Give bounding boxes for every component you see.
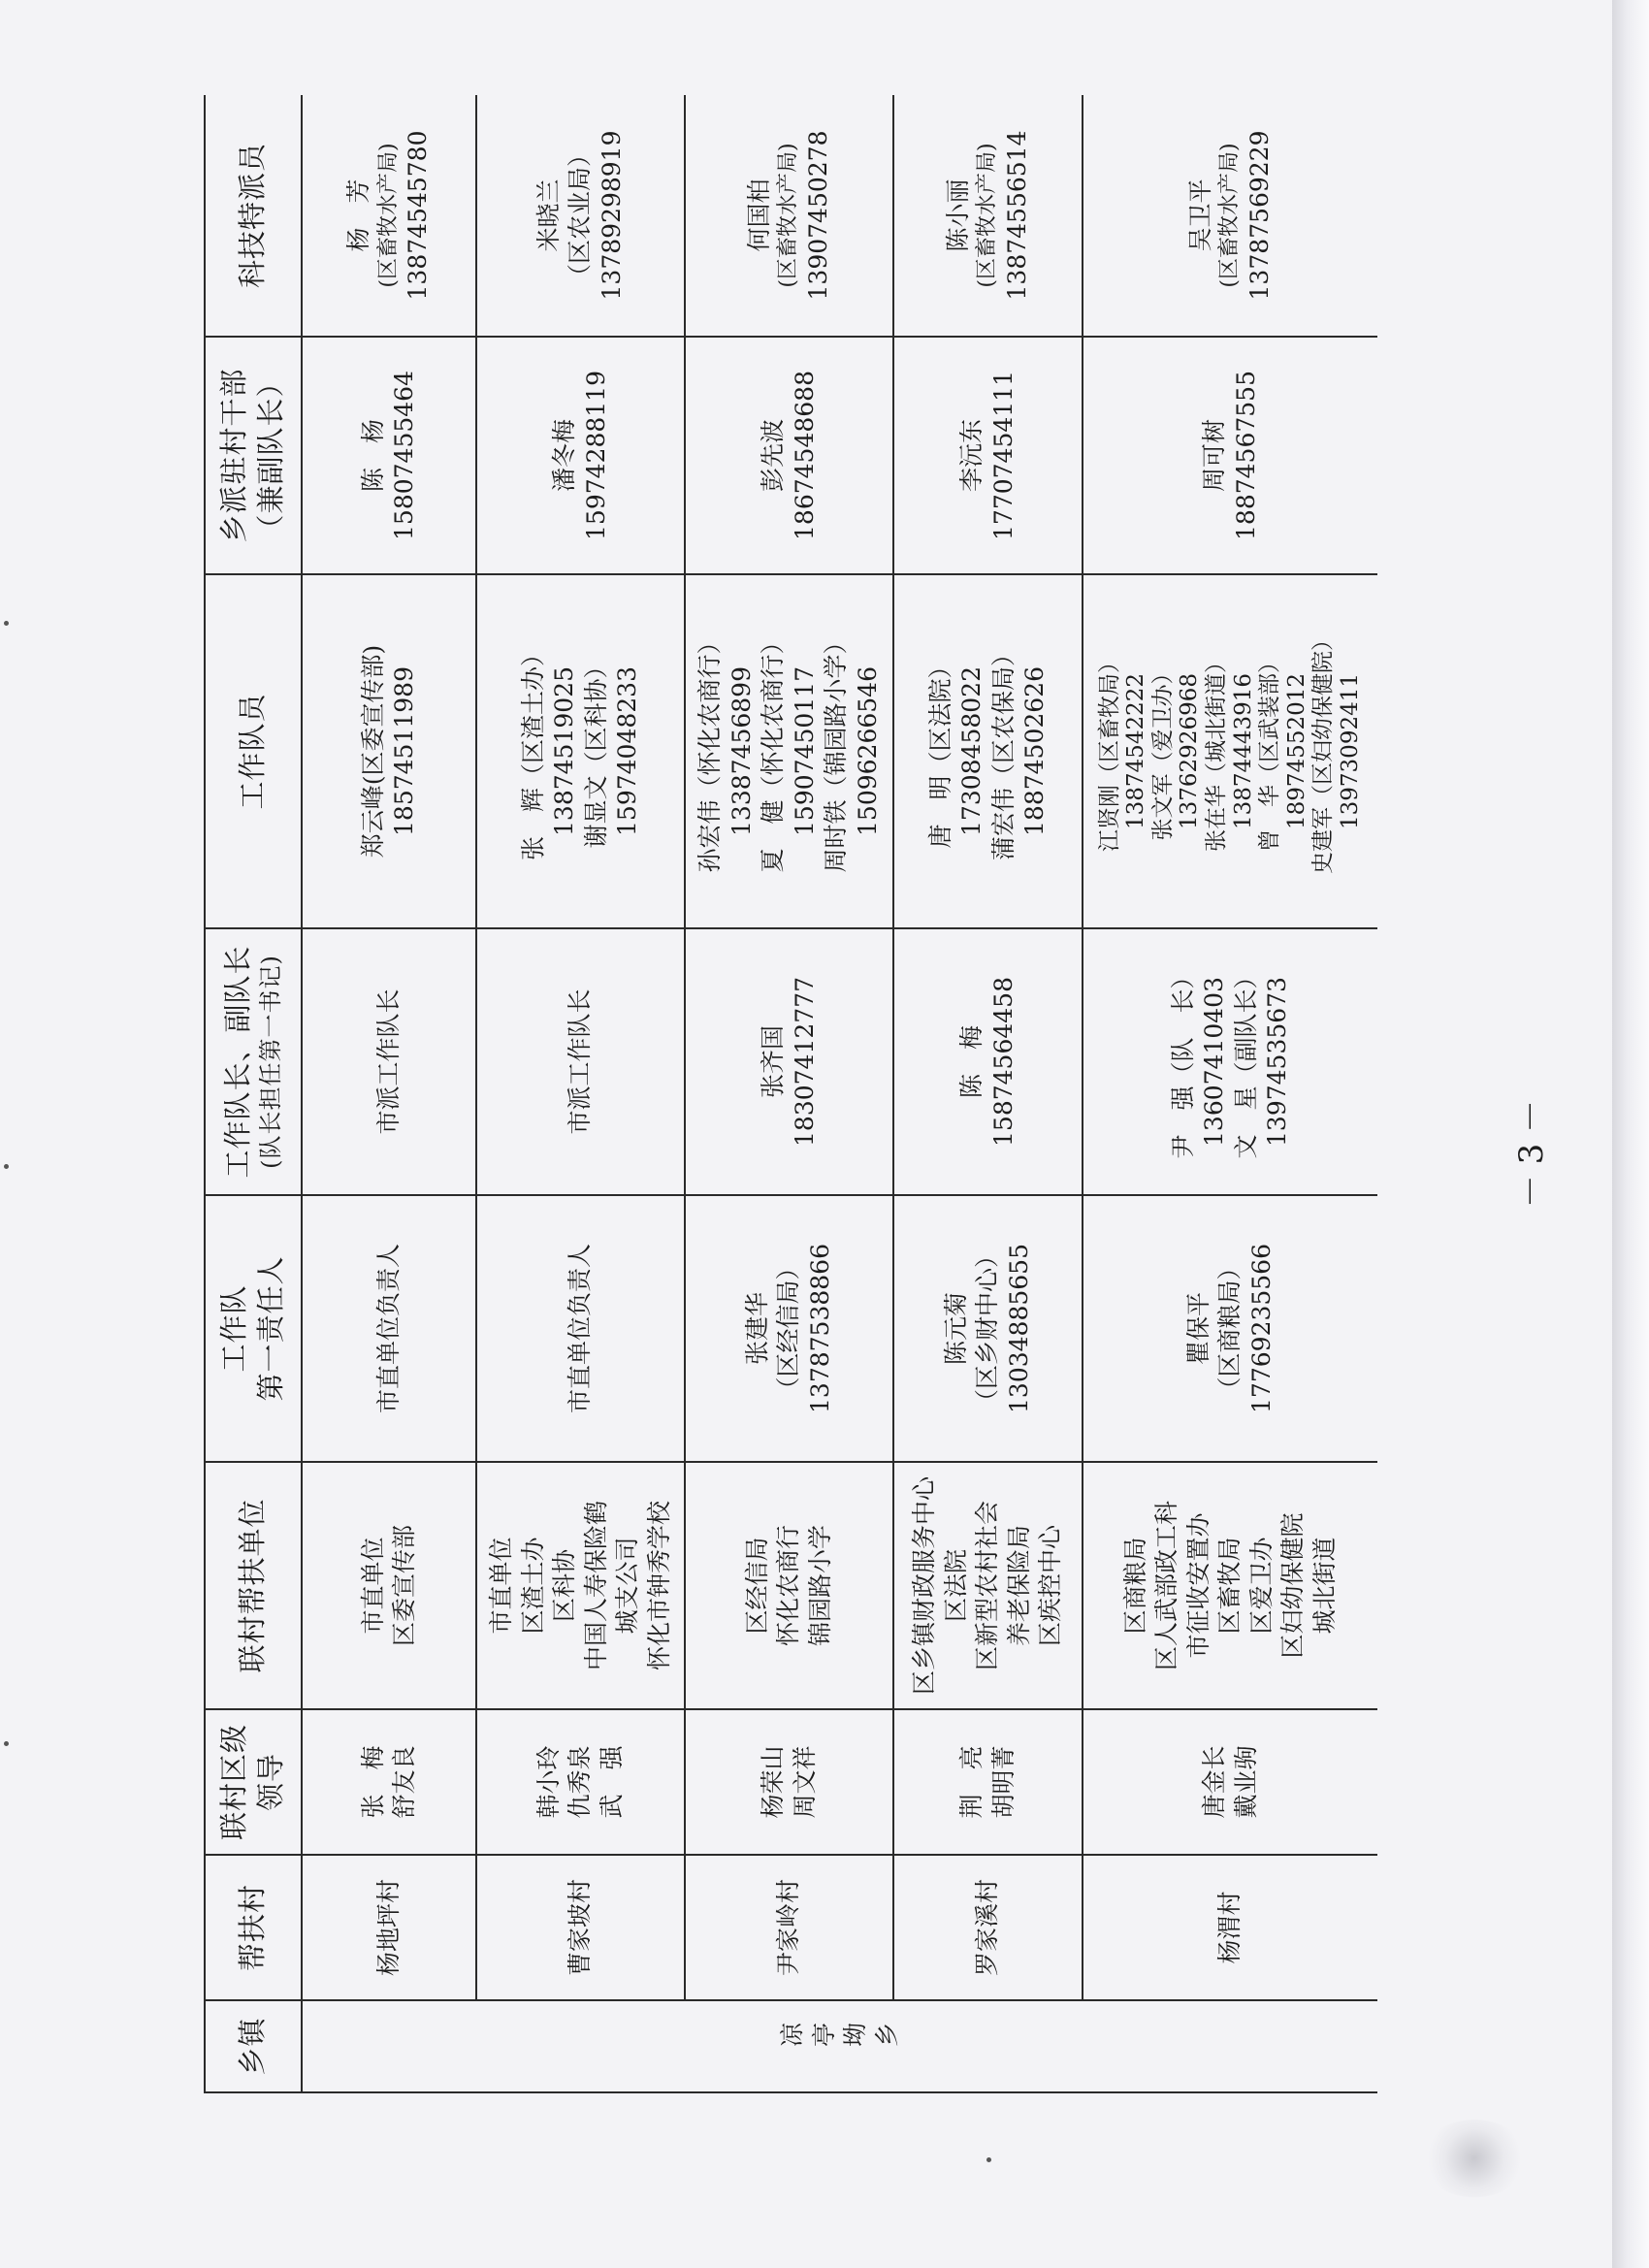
tech-cell	[685, 95, 893, 337]
cell-line: 李沅东	[957, 419, 986, 493]
town-char: 亭	[809, 2020, 838, 2047]
town-char: 坳	[841, 2020, 869, 2047]
unit-name: 市征收安置办	[1183, 1512, 1212, 1659]
cell-line: (区畜牧水产局)	[776, 143, 801, 288]
cell-line: 13874519025	[550, 666, 578, 836]
units-cell	[302, 1462, 476, 1709]
members-cell	[302, 574, 476, 928]
cell-line: 18874567555	[1231, 371, 1260, 540]
tech-cell	[1083, 95, 1377, 337]
cell-line: 13974535673	[1263, 977, 1291, 1147]
unit-name: 区渣土办	[518, 1537, 547, 1635]
cell-line: 米晓兰	[534, 178, 563, 252]
cadre-cell	[685, 337, 893, 574]
rotated-table-container	[204, 95, 1377, 2093]
units-cell	[685, 1462, 893, 1709]
cell-line: （区经信局）	[774, 1255, 803, 1402]
town-name	[777, 2009, 903, 2084]
leader-name: 唐金长	[1200, 1745, 1228, 1819]
cadre-cell	[1083, 337, 1377, 574]
members-cell	[685, 574, 893, 928]
scan-dot	[4, 621, 9, 626]
cell-line: 17707454111	[988, 371, 1018, 540]
unit-name: 区乡镇财政服务中心	[910, 1476, 939, 1696]
table-row	[302, 95, 476, 2092]
first-responsible-cell	[685, 1195, 893, 1462]
scan-dot	[4, 1741, 9, 1746]
cell-line: 15874564458	[988, 977, 1018, 1147]
cell-line: 陈 梅	[957, 1025, 986, 1099]
cell-line: 孙宏伟（怀化农商行）	[695, 630, 724, 873]
cell-line: 15096266546	[853, 666, 882, 836]
captain-cell	[476, 928, 685, 1195]
cell-line: 谢显文（区科协）	[581, 654, 610, 849]
unit-name: 区科协	[550, 1549, 578, 1623]
cell-line: 张在华（城北街道）	[1203, 651, 1229, 852]
leaders-cell	[1083, 1709, 1377, 1855]
cadre-cell	[302, 337, 476, 574]
leader-name: 周文祥	[790, 1745, 819, 1819]
cell-line: 吴卫平	[1185, 178, 1214, 252]
cell-line: （区乡财中心）	[973, 1244, 1002, 1414]
cell-line: 蒲宏伟（区农保局）	[988, 642, 1018, 861]
scan-dot	[986, 2157, 991, 2162]
captain-cell	[685, 928, 893, 1195]
cell-line: 彭先波	[759, 419, 787, 493]
town-cell	[302, 2000, 1377, 2092]
scan-edge	[1612, 0, 1649, 2268]
cell-line: （区商粮局）	[1215, 1255, 1245, 1402]
cell-line: 江贤刚（区畜牧局）	[1096, 651, 1122, 852]
header-line: 第一责任人	[254, 1255, 287, 1402]
cell-line: 13034885655	[1004, 1244, 1033, 1413]
leader-name: 胡明菁	[988, 1745, 1018, 1819]
header-district-leader	[205, 1709, 302, 1855]
leader-name: 戴业驹	[1231, 1745, 1260, 1819]
town-char: 乡	[872, 2020, 901, 2047]
cell-line: 市派工作队长	[566, 988, 595, 1135]
leader-name: 荆 亮	[957, 1745, 986, 1819]
cell-line: 13607410403	[1200, 977, 1228, 1147]
cell-line: 唐 明（区法院）	[925, 654, 954, 849]
units-cell	[893, 1462, 1083, 1709]
unit-name: 城支公司	[613, 1537, 641, 1635]
cadre-cell	[893, 337, 1083, 574]
cell-line: 13907450278	[803, 130, 832, 301]
unit-name: 区法院	[941, 1549, 970, 1623]
leaders-cell	[476, 1709, 685, 1855]
cell-line: 13789298919	[597, 130, 626, 301]
cell-line: 13973092411	[1337, 673, 1363, 829]
cell-line: 市直单位负责人	[566, 1244, 595, 1414]
cell-line: 陈 杨	[358, 419, 387, 493]
tech-cell	[893, 95, 1083, 337]
village-cell: 杨地坪村	[302, 1855, 476, 2000]
cell-line: 张齐国	[759, 1025, 787, 1099]
first-responsible-cell	[893, 1195, 1083, 1462]
cell-line: （区农业局）	[566, 143, 595, 289]
unit-name: 市直单位	[358, 1537, 387, 1635]
assistance-table	[204, 95, 1377, 2093]
leader-name: 仇秀泉	[566, 1745, 595, 1819]
cell-line: 张建华	[742, 1292, 771, 1366]
header-town: 乡镇	[205, 2000, 302, 2092]
cell-line: 陈元菊	[941, 1292, 970, 1366]
header-captain	[205, 928, 302, 1195]
cell-line: 18674548688	[790, 371, 819, 540]
cell-line: 15974288119	[581, 371, 610, 540]
unit-name: 锦园路小学	[805, 1525, 834, 1647]
header-units: 联村帮扶单位	[205, 1462, 302, 1709]
cell-line: 18574511989	[390, 666, 418, 836]
leader-name: 韩小玲	[534, 1745, 563, 1819]
leader-name: 杨荣山	[759, 1745, 787, 1819]
first-responsible-cell	[476, 1195, 685, 1462]
unit-name: 市直单位	[487, 1537, 515, 1635]
members-cell	[1083, 574, 1377, 928]
header-tech-envoy: 科技特派员	[205, 95, 302, 337]
unit-name: 中国人寿保险鹤	[581, 1501, 610, 1671]
members-cell	[476, 574, 685, 928]
header-line: 联村区级	[217, 1724, 251, 1841]
cell-line: 周时铁（锦园路小学）	[822, 630, 850, 873]
cell-line: 13387456899	[727, 666, 756, 836]
tech-cell	[476, 95, 685, 337]
village-cell: 杨渭村	[1083, 1855, 1377, 2000]
page-number: － 3 －	[1512, 1099, 1552, 1209]
leader-name: 舒友良	[390, 1745, 418, 1819]
cell-line: 13787538866	[805, 1244, 834, 1413]
cell-line: 13874542222	[1123, 673, 1149, 829]
first-responsible-cell	[1083, 1195, 1377, 1462]
leader-name: 张 梅	[358, 1745, 387, 1819]
cell-line: 17769235566	[1246, 1244, 1276, 1413]
scan-dot	[4, 1164, 9, 1169]
cell-line: 瞿保平	[1183, 1292, 1212, 1366]
cell-line: 17308458022	[957, 666, 986, 836]
leaders-cell	[893, 1709, 1083, 1855]
cell-line: 13762926968	[1177, 673, 1203, 829]
village-cell: 罗家溪村	[893, 1855, 1083, 2000]
table-row	[1083, 95, 1377, 2092]
cell-line: 尹 强（队 长）	[1168, 964, 1197, 1159]
captain-cell	[893, 928, 1083, 1195]
unit-name: 区人武部政工科	[1152, 1501, 1181, 1671]
cell-line: 潘冬梅	[550, 419, 578, 493]
cell-line: (区畜牧水产局)	[975, 143, 1000, 288]
leaders-cell	[302, 1709, 476, 1855]
unit-name: 区疾控中心	[1036, 1525, 1065, 1647]
tech-cell	[302, 95, 476, 337]
cell-line: 郑云峰(区委宣传部)	[358, 644, 387, 859]
scan-smudge	[1421, 2120, 1528, 2197]
unit-name: 区畜牧局	[1215, 1537, 1245, 1635]
cell-line: 曾 华（区武装部）	[1257, 651, 1283, 852]
header-members: 工作队员	[205, 574, 302, 928]
unit-name: 区经信局	[742, 1537, 771, 1635]
village-cell: 尹家岭村	[685, 1855, 893, 2000]
header-first-responsible	[205, 1195, 302, 1462]
units-cell	[476, 1462, 685, 1709]
captain-cell	[1083, 928, 1377, 1195]
cell-line: 史建军（区妇幼保健院）	[1310, 629, 1337, 874]
header-line: 领导	[254, 1753, 287, 1812]
unit-name: 城北街道	[1310, 1537, 1339, 1635]
cell-line: 18974552012	[1283, 673, 1310, 829]
cell-line: 张 辉（区渣土办）	[518, 642, 547, 861]
header-row	[205, 95, 302, 2092]
table-row	[893, 95, 1083, 2092]
captain-cell	[302, 928, 476, 1195]
first-responsible-cell	[302, 1195, 476, 1462]
header-line: 工作队	[217, 1284, 251, 1373]
cell-line: 陈小丽	[943, 178, 972, 252]
town-char: 凉	[778, 2020, 806, 2047]
units-cell	[1083, 1462, 1377, 1709]
cell-line: 杨 芳	[344, 178, 373, 252]
header-line: (队长担任第一书记)	[257, 955, 285, 1169]
cell-line: 张文军（爱卫办）	[1149, 662, 1176, 841]
cell-line: 13874443916	[1230, 673, 1256, 829]
unit-name: 养老保险局	[1004, 1525, 1033, 1647]
cell-line: 18874502626	[1020, 666, 1049, 836]
header-village: 帮扶村	[205, 1855, 302, 2000]
header-line: 工作队长、副队长	[220, 945, 254, 1179]
unit-name: 怀化市钟秀学校	[644, 1501, 673, 1671]
cell-line: (区畜牧水产局)	[1217, 143, 1243, 288]
cell-line: 周可树	[1200, 419, 1228, 493]
cell-line: 18307412777	[790, 977, 819, 1147]
header-line: （兼副队长）	[254, 368, 287, 543]
village-cell: 曹家坡村	[476, 1855, 685, 2000]
header-line: 乡派驻村干部	[217, 368, 251, 543]
cell-line: (区畜牧水产局)	[375, 143, 401, 288]
cell-line: 15907450117	[790, 666, 819, 836]
cell-line: 13787569229	[1245, 130, 1274, 301]
cell-line: 文 星（副队长）	[1231, 964, 1260, 1159]
members-cell	[893, 574, 1083, 928]
rotated-table-region	[204, 95, 1377, 2093]
cell-line: 夏 健（怀化农商行）	[759, 630, 787, 873]
table-row	[685, 95, 893, 2092]
table-row	[476, 95, 685, 2092]
cell-line: 市派工作队长	[373, 988, 403, 1135]
cell-line: 15974048233	[613, 666, 641, 836]
cell-line: 13874556514	[1002, 130, 1031, 301]
unit-name: 区商粮局	[1120, 1537, 1149, 1635]
cell-line: 15807455464	[390, 371, 418, 540]
leaders-cell	[685, 1709, 893, 1855]
header-township-cadre	[205, 337, 302, 574]
cadre-cell	[476, 337, 685, 574]
cell-line: 13874545780	[404, 130, 433, 301]
unit-name: 怀化农商行	[774, 1525, 803, 1647]
leader-name: 武 强	[597, 1745, 626, 1819]
unit-name: 区妇幼保健院	[1278, 1512, 1308, 1659]
cell-line: 市直单位负责人	[373, 1244, 403, 1414]
unit-name: 区爱卫办	[1246, 1537, 1276, 1635]
unit-name: 区委宣传部	[390, 1525, 418, 1647]
unit-name: 区新型农村社会	[973, 1501, 1002, 1671]
cell-line: 何国柏	[744, 178, 773, 252]
